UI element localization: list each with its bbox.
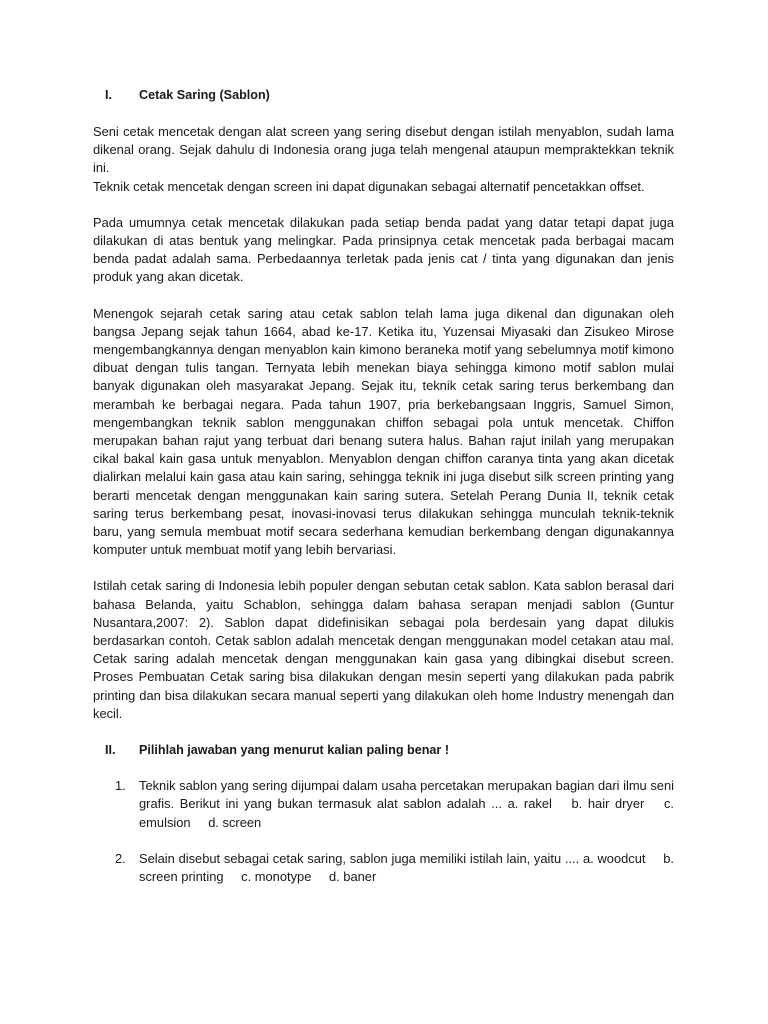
paragraph-3: Pada umumnya cetak mencetak dilakukan pada setiap benda padat yang datar tetapi dapat juga dilakukan di atas bentuk yang melingkar. Pada prinsipnya cetak mencetak pada berbagai macam benda padat adalah sama. Perbedaannya terletak pada jenis cat / tinta yang digunakan dan jenis produk yang akan dicetak. xyxy=(93,214,674,285)
section-2-title: Pilihlah jawaban yang menurut kalian paling benar ! xyxy=(139,743,450,758)
question-2-text: Selain disebut sebagai cetak saring, sablon juga memiliki istilah lain, yaitu .... xyxy=(139,850,580,866)
question-1-option-c: c. emulsion xyxy=(139,796,674,830)
section-2-heading xyxy=(93,741,674,759)
question-2-option-c: c. monotype xyxy=(241,868,312,884)
question-1 xyxy=(93,777,674,832)
paragraph-1: Seni cetak mencetak dengan alat screen yang sering disebut dengan istilah menyablon, sudah lama dikenal orang. Sejak dahulu di Indonesia orang juga telah mengenal ataupun mempraktekkan teknik ini. xyxy=(93,124,674,176)
question-1-number: 1. xyxy=(115,778,126,794)
question-1-option-a: a. rakel xyxy=(507,796,552,812)
question-2-option-d: d. baner xyxy=(328,868,377,884)
question-1-body xyxy=(139,777,674,832)
question-2 xyxy=(93,850,674,886)
paragraph-5: Istilah cetak saring di Indonesia lebih populer dengan sebutan cetak sablon. Kata sablon berasal dari bahasa Belanda, yaitu Schablon, sehingga dalam bahasa serapan menjadi sablon (Guntur Nusantara,2007: 2). Sablon dapat didefinisikan sebagai pola berdesain yang dapat dilukis berdasarkan contoh. Cetak sablon adalah mencetak dengan menggunakan model cetakan atau mal. Cetak saring adalah mencetak dengan menggunakan kain gasa yang dibingkai disebut screen. Proses Pembuatan Cetak saring bisa dilakukan dengan mesin seperti yang dilakukan pada pabrik printing dan bisa dilakukan secara manual seperti yang dilakukan oleh home Industry menengah dan kecil. xyxy=(93,578,674,721)
paragraph-4: Menengok sejarah cetak saring atau cetak sablon telah lama juga dikenal dan digunakan oleh bangsa Jepang sejak tahun 1664, abad ke-17. Ketika itu, Yuzensai Miyasaki dan Zisukeo Mirose mengembangkannya dengan menyablon kain kimono beraneka motif yang sebelumnya motif kimono dibuat dengan tulis tangan. Ternyata lebih menekan biaya sehingga kimono motif sablon mulai banyak digunakan oleh masyarakat Jepang. Sejak itu, teknik cetak saring terus berkembang dan merambah ke berbagai negara. Pada tahun 1907, pria berkebangsaan Inggris, Samuel Simon, mengembangkan teknik sablon menggunakan chiffon sebagai pola untuk mencetak. Chiffon merupakan bahan rajut yang terbuat dari benang sutera halus. Bahan rajut inilah yang merupakan cikal bakal kain gasa untuk menyablon. Menyablon dengan chiffon caranya tinta yang akan dicetak dialirkan melalui kain gasa atau kain saring, sehingga teknik ini juga disebut silk screen printing yang berarti mencetak dengan menggunakan kain saring sutera. Setelah Perang Dunia II, teknik cetak saring terus berkembang pesat, inovasi-inovasi terus dilakukan sehingga munculah teknik-teknik baru, yang semula membuat motif secara sederhana kemudian berkembang dengan digunakannya komputer untuk membuat motif yang lebih bervariasi. xyxy=(93,305,674,558)
section-2-number: II. xyxy=(105,743,116,758)
question-2-option-a: a. woodcut xyxy=(582,850,646,866)
question-1-option-b: b. hair dryer xyxy=(571,796,645,812)
question-1-text: Teknik sablon yang sering dijumpai dalam usaha percetakan merupakan bagian dari ilmu seni grafis. Berikut ini yang bukan termasuk alat sablon adalah ... xyxy=(139,778,674,812)
section-1-heading xyxy=(93,86,674,104)
question-2-option-b: b. screen printing xyxy=(139,850,674,884)
question-2-body xyxy=(139,850,674,886)
question-1-option-d: d. screen xyxy=(208,814,262,830)
question-list xyxy=(93,777,674,886)
section-1-title: Cetak Saring (Sablon) xyxy=(139,88,270,102)
section-1-number: I. xyxy=(105,88,112,102)
document-content xyxy=(93,86,674,886)
paragraph-2: Teknik cetak mencetak dengan screen ini dapat digunakan sebagai alternatif pencetakkan offset. xyxy=(93,178,645,194)
question-2-number: 2. xyxy=(115,850,126,866)
